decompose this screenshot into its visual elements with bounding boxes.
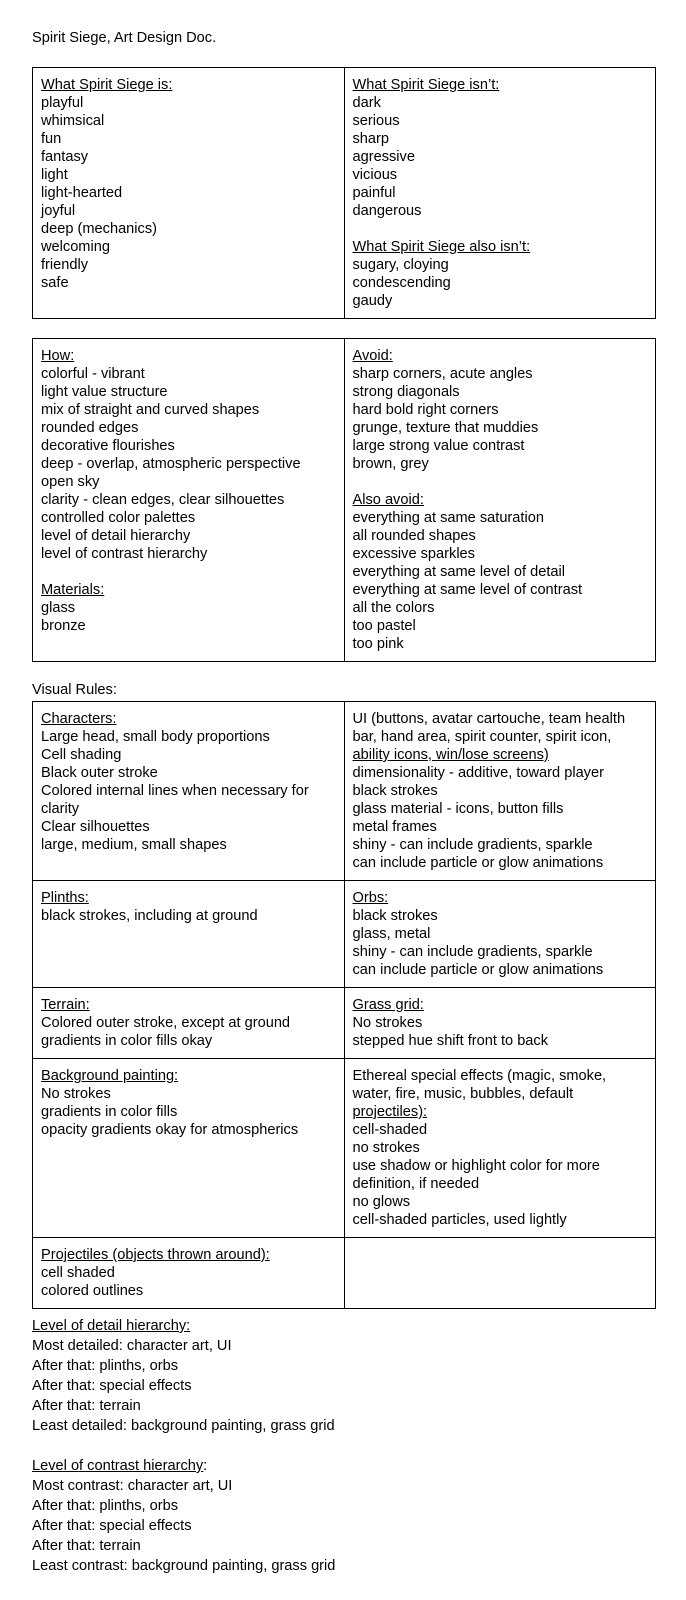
list-item: sharp <box>352 131 390 147</box>
background-painting-heading: Background painting: <box>41 1068 179 1084</box>
list-item: too pastel <box>352 618 416 634</box>
list-item: dimensionality - additive, toward player <box>352 765 604 781</box>
list-item: deep - overlap, atmospheric perspective <box>41 456 301 472</box>
list-item: black strokes <box>352 908 438 924</box>
projectiles-cell <box>33 1238 345 1309</box>
list-item: can include particle or glow animations <box>352 962 604 978</box>
isnt-cell <box>344 68 656 319</box>
list-item: sharp corners, acute angles <box>352 366 533 382</box>
detail-hierarchy-heading: Level of detail hierarchy: <box>32 1318 191 1334</box>
list-item: everything at same level of contrast <box>352 582 583 598</box>
list-item: sugary, cloying <box>352 257 449 273</box>
list-item: can include particle or glow animations <box>352 855 604 871</box>
list-item: condescending <box>352 275 451 291</box>
list-item: level of detail hierarchy <box>41 528 191 544</box>
list-item: too pink <box>352 636 404 652</box>
list-item: gaudy <box>352 293 393 309</box>
list-item: light-hearted <box>41 185 123 201</box>
is-cell <box>33 68 345 319</box>
grass-grid-heading: Grass grid: <box>352 997 424 1013</box>
list-item: black strokes, including at ground <box>41 908 258 924</box>
terrain-cell <box>33 988 345 1059</box>
also-isnt-heading: What Spirit Siege also isn’t: <box>352 239 531 255</box>
list-item: After that: special effects <box>32 1518 192 1534</box>
ui-heading <box>353 710 648 764</box>
list-item: cell-shaded <box>352 1122 428 1138</box>
list-item: dangerous <box>352 203 422 219</box>
list-item: colored outlines <box>41 1283 144 1299</box>
ethereal-effects-cell <box>344 1059 656 1238</box>
orbs-heading: Orbs: <box>352 890 389 906</box>
ethereal-heading-plain: Ethereal special effects (magic, smoke, water, fire, music, bubbles, default <box>352 1068 607 1102</box>
list-item: Least contrast: background painting, grass grid <box>32 1558 336 1574</box>
grass-grid-cell <box>344 988 656 1059</box>
list-item: glass, metal <box>352 926 431 942</box>
list-item: After that: plinths, orbs <box>32 1358 179 1374</box>
materials-heading: Materials: <box>41 582 105 598</box>
list-item: No strokes <box>41 1086 111 1102</box>
spacer <box>353 220 648 238</box>
list-item: glass material - icons, button fills <box>352 801 564 817</box>
list-item: playful <box>41 95 84 111</box>
list-item: everything at same level of detail <box>352 564 566 580</box>
list-item: After that: terrain <box>32 1398 141 1414</box>
list-item: safe <box>41 275 69 291</box>
list-item: Black outer stroke <box>41 765 158 781</box>
spacer <box>353 473 648 491</box>
list-item: welcoming <box>41 239 110 255</box>
plinths-cell <box>33 881 345 988</box>
list-item: After that: plinths, orbs <box>32 1498 179 1514</box>
ui-cell <box>344 702 656 881</box>
list-item: No strokes <box>352 1015 423 1031</box>
list-item: shiny - can include gradients, sparkle <box>352 944 593 960</box>
list-item: strong diagonals <box>352 384 460 400</box>
list-item: use shadow or highlight color for more definition, if needed <box>352 1158 600 1192</box>
identity-table <box>32 67 656 319</box>
contrast-hierarchy-heading <box>32 1456 656 1476</box>
list-item: rounded edges <box>41 420 139 436</box>
list-item: excessive sparkles <box>352 546 475 562</box>
isnt-heading: What Spirit Siege isn’t: <box>352 77 500 93</box>
characters-heading: Characters: <box>41 711 117 727</box>
list-item: no strokes <box>352 1140 420 1156</box>
list-item: grunge, texture that muddies <box>352 420 539 436</box>
list-item: Least detailed: background painting, grass grid <box>32 1418 335 1434</box>
list-item: After that: special effects <box>32 1378 192 1394</box>
list-item: level of contrast hierarchy <box>41 546 208 562</box>
list-item: painful <box>352 185 396 201</box>
list-item: Colored internal lines when necessary for clarity <box>41 783 309 817</box>
list-item: shiny - can include gradients, sparkle <box>352 837 593 853</box>
avoid-heading: Avoid: <box>352 348 393 364</box>
list-item: fun <box>41 131 62 147</box>
list-item: controlled color palettes <box>41 510 196 526</box>
list-item: agressive <box>352 149 415 165</box>
list-item: open sky <box>41 474 100 490</box>
characters-cell <box>33 702 345 881</box>
list-item: metal frames <box>352 819 437 835</box>
list-item: vicious <box>352 167 398 183</box>
detail-hierarchy-section <box>32 1316 656 1436</box>
list-item: cell shaded <box>41 1265 115 1281</box>
background-painting-cell <box>33 1059 345 1238</box>
list-item: hard bold right corners <box>352 402 499 418</box>
list-item: After that: terrain <box>32 1538 141 1554</box>
visual-rules-table <box>32 701 656 1309</box>
list-item: joyful <box>41 203 76 219</box>
document-title: Spirit Siege, Art Design Doc. <box>32 30 217 46</box>
list-item: stepped hue shift front to back <box>352 1033 549 1049</box>
how-avoid-table <box>32 338 656 662</box>
ui-heading-plain: UI (buttons, avatar cartouche, team health bar, hand area, spirit counter, spirit icon, <box>352 711 626 745</box>
list-item: Most contrast: character art, UI <box>32 1478 233 1494</box>
list-item: light value structure <box>41 384 168 400</box>
list-item: colorful - vibrant <box>41 366 145 382</box>
list-item: all rounded shapes <box>352 528 476 544</box>
ui-heading-underlined: ability icons, win/lose screens) <box>352 747 549 763</box>
projectiles-heading: Projectiles (objects thrown around): <box>41 1247 270 1263</box>
list-item: Cell shading <box>41 747 122 763</box>
list-item: Most detailed: character art, UI <box>32 1338 232 1354</box>
list-item: Large head, small body proportions <box>41 729 270 745</box>
empty-cell <box>344 1238 656 1309</box>
orbs-cell <box>344 881 656 988</box>
list-item: large strong value contrast <box>352 438 525 454</box>
list-item: Colored outer stroke, except at ground <box>41 1015 291 1031</box>
also-avoid-heading: Also avoid: <box>352 492 424 508</box>
list-item: opacity gradients okay for atmospherics <box>41 1122 299 1138</box>
list-item: brown, grey <box>352 456 429 472</box>
terrain-heading: Terrain: <box>41 997 90 1013</box>
list-item: mix of straight and curved shapes <box>41 402 260 418</box>
ethereal-heading <box>353 1067 648 1121</box>
ethereal-heading-underlined: projectiles): <box>352 1104 428 1120</box>
contrast-hierarchy-section <box>32 1456 656 1576</box>
list-item: serious <box>352 113 400 129</box>
how-heading: How: <box>41 348 75 364</box>
list-item: bronze <box>41 618 86 634</box>
contrast-hierarchy-heading-colon: : <box>203 1458 208 1474</box>
list-item: all the colors <box>352 600 435 616</box>
list-item: dark <box>352 95 381 111</box>
list-item: decorative flourishes <box>41 438 175 454</box>
list-item: everything at same saturation <box>352 510 544 526</box>
list-item: deep (mechanics) <box>41 221 157 237</box>
how-cell <box>33 339 345 662</box>
list-item: cell-shaded particles, used lightly <box>352 1212 567 1228</box>
list-item: friendly <box>41 257 89 273</box>
list-item: gradients in color fills <box>41 1104 178 1120</box>
list-item: clarity - clean edges, clear silhouettes <box>41 492 285 508</box>
list-item: large, medium, small shapes <box>41 837 227 853</box>
list-item: fantasy <box>41 149 89 165</box>
is-heading: What Spirit Siege is: <box>41 77 173 93</box>
avoid-cell <box>344 339 656 662</box>
spacer <box>41 563 336 581</box>
list-item: light <box>41 167 68 183</box>
visual-rules-label: Visual Rules: <box>32 682 117 698</box>
list-item: glass <box>41 600 76 616</box>
contrast-hierarchy-heading-text: Level of contrast hierarchy <box>32 1458 204 1474</box>
list-item: gradients in color fills okay <box>41 1033 213 1049</box>
list-item: Clear silhouettes <box>41 819 150 835</box>
plinths-heading: Plinths: <box>41 890 89 906</box>
list-item: black strokes <box>352 783 438 799</box>
list-item: whimsical <box>41 113 105 129</box>
list-item: no glows <box>352 1194 411 1210</box>
